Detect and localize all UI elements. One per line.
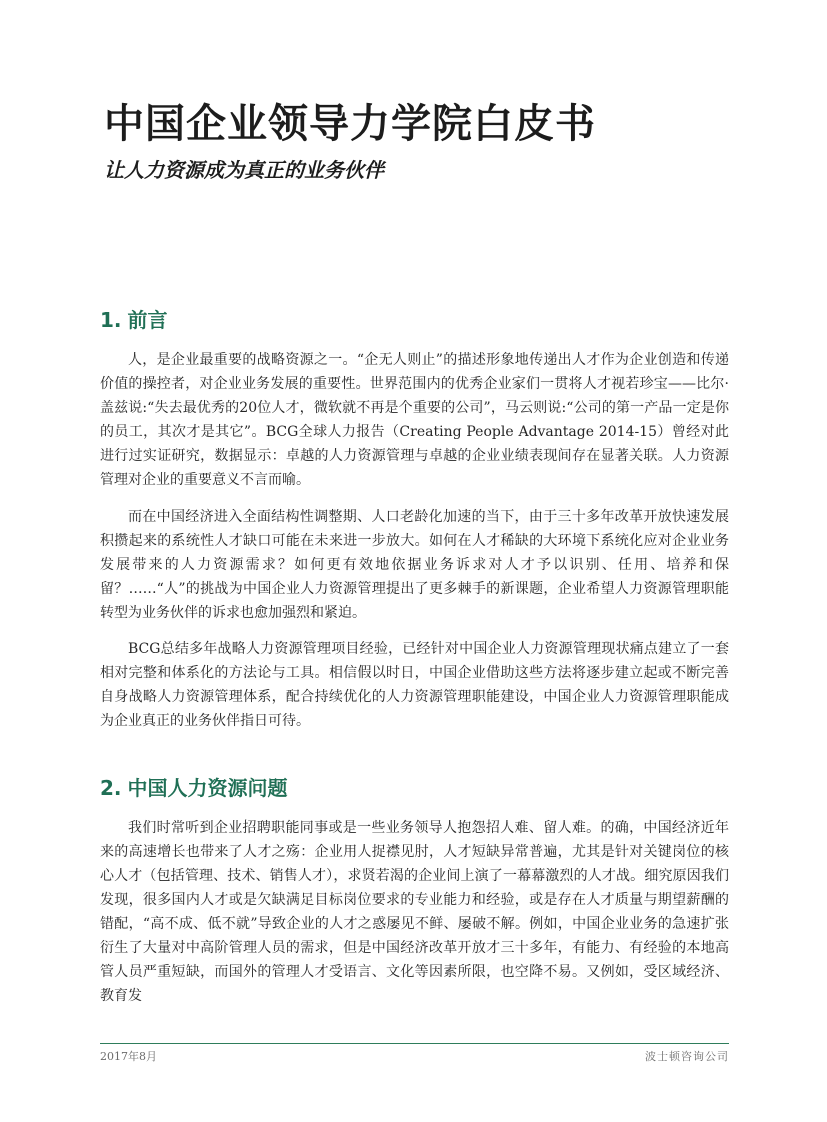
paragraph: 人，是企业最重要的战略资源之一。“企无人则止”的描述形象地传递出人才作为企业创造和传递价值的操控者，对企业业务发展的重要性。世界范围内的优秀企业家们一贯将人才视若珍宝——比尔·盖兹说:“失去最优秀的20位人才，微软就不再是个重要的公司”，马云则说:“公司的第一产品一定是你的员工，其次才是其它”。BCG全球人力报告（Creating People Advantage 2014-15）曾经对此进行过实证研究，数据显示：卓越的人力资源管理与卓越的企业业绩表现间存在显著关联。人力资源管理对企业的重要意义不言而喻。 xyxy=(100,352,729,488)
paragraph: 我们时常听到企业招聘职能同事或是一些业务领导人抱怨招人难、留人难。的确，中国经济近年来的高速增长也带来了人才之殇：企业用人捉襟见肘，人才短缺异常普遍，尤其是针对关键岗位的核心人才（包括管理、技术、销售人才），求贤若渴的企业间上演了一幕幕激烈的人才战。细究原因我们发现，很多国内人才或是欠缺满足目标岗位要求的专业能力和经验，或是存在人才质量与期望薪酬的错配，“高不成、低不就”导致企业的人才之惑屡见不鲜、屡破不解。例如，中国企业业务的急速扩张衍生了大量对中高阶管理人员的需求，但是中国经济改革开放才三十多年，有能力、有经验的本地高管人员严重短缺，而国外的管理人才受语言、文化等因素所限，也空降不易。又例如，受区域经济、教育发 xyxy=(100,820,729,1004)
paragraph: BCG总结多年战略人力资源管理项目经验，已经针对中国企业人力资源管理现状痛点建立了一套相对完整和体系化的方法论与工具。相信假以时日，中国企业借助这些方法将逐步建立起或不断完善自身战略人力资源管理体系，配合持续优化的人力资源管理职能建设，中国企业人力资源管理职能成为企业真正的业务伙伴指日可待。 xyxy=(100,641,729,729)
page-title: 中国企业领导力学院白皮书 xyxy=(104,101,596,147)
paragraph: 而在中国经济进入全面结构性调整期、人口老龄化加速的当下，由于三十多年改革开放快速发展积攒起来的系统性人才缺口可能在未来进一步放大。如何在人才稀缺的大环境下系统化应对企业业务发展带来的人力资源需求？如何更有效地依据业务诉求对人才予以识别、任用、培养和保留？……“人”的挑战为中国企业人力资源管理提出了更多棘手的新课题，企业希望人力资源管理职能转型为业务伙伴的诉求也愈加强烈和紧迫。 xyxy=(100,509,729,621)
section-number: 2. xyxy=(100,776,122,800)
footer-date: 2017年8月 xyxy=(100,1050,157,1063)
section-number: 1. xyxy=(100,308,122,332)
page-subtitle: 让人力资源成为真正的业务伙伴 xyxy=(104,158,384,182)
footer-divider xyxy=(100,1043,729,1044)
section-heading-preface xyxy=(100,305,740,335)
footer-organization: 波士顿咨询公司 xyxy=(645,1050,729,1063)
section-title: 前言 xyxy=(127,308,168,332)
section-title: 中国人力资源问题 xyxy=(127,776,288,800)
section-heading-hr-issues xyxy=(100,773,740,803)
